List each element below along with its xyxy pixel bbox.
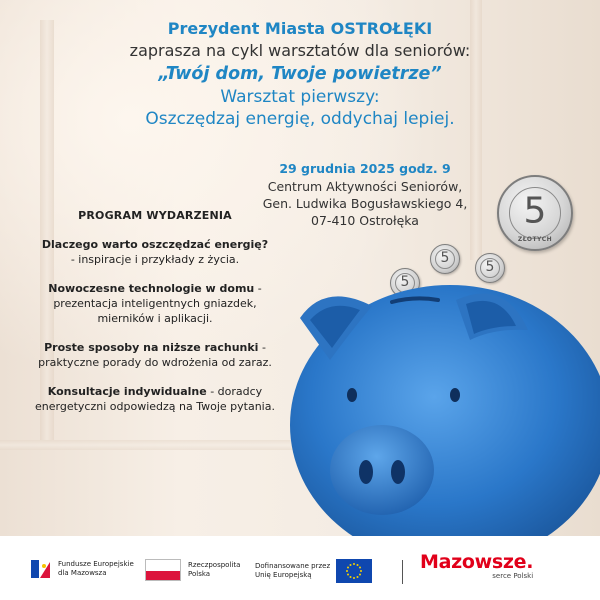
fe-line1: Fundusze Europejskie <box>58 560 134 568</box>
series-title: „Twój dom, Twoje powietrze” <box>158 64 442 84</box>
program-item-title: Nowoczesne technologie w domu <box>48 282 255 295</box>
mazowsze-wordmark: Mazowsze. <box>420 551 534 573</box>
mazowsze-tagline: serce Polski <box>492 572 534 580</box>
program-item-desc: - prezentacja inteligentnych gniazdek, mierników i aplikacji. <box>53 282 262 325</box>
mazowsze-logo <box>420 551 533 580</box>
workshop-number: Warsztat pierwszy: <box>220 87 380 107</box>
invitation-line: zaprasza na cykl warsztatów dla seniorów: <box>129 41 471 60</box>
rp-line2: Polska <box>188 570 211 578</box>
program-item-title: Proste sposoby na niższe rachunki <box>44 341 259 354</box>
event-street: Gen. Ludwika Bogusławskiego 4, <box>262 196 468 211</box>
european-funds-icon <box>30 558 52 580</box>
coin-value: 5 <box>400 274 410 291</box>
event-venue: Centrum Aktywności Seniorów, <box>267 179 463 194</box>
coin-value: 5 <box>440 250 450 267</box>
coin-value: 5 <box>485 259 495 276</box>
fe-text <box>58 560 134 578</box>
eu-line2: Unię Europejską <box>255 571 312 579</box>
program-item-desc: - praktyczne porady do wdrożenia od zaraz. <box>38 341 272 369</box>
eu-logo-block <box>255 559 372 583</box>
eu-text <box>255 562 330 580</box>
rp-text <box>188 561 240 579</box>
coin-caption: ZŁOTYCH <box>517 236 553 243</box>
event-city: 07-410 Ostrołęka <box>311 213 419 228</box>
eu-line1: Dofinansowane przez <box>255 562 331 570</box>
rp-line1: Rzeczpospolita <box>188 561 241 569</box>
eu-flag-icon <box>336 559 372 583</box>
program-item-desc: - doradcy energetyczni odpowiedzą na Twoje pytania. <box>35 385 275 413</box>
program-heading: PROGRAM WYDARZENIA <box>78 209 232 222</box>
fe-logo-block <box>30 558 134 580</box>
footer-divider <box>402 560 403 584</box>
coin-value: 5 <box>523 190 547 232</box>
rp-logo-block <box>145 559 240 581</box>
program-item-title: Dlaczego warto oszczędzać energię? <box>41 238 269 251</box>
program-item-desc: - inspiracje i przykłady z życia. <box>70 253 240 266</box>
fe-line2: dla Mazowsza <box>58 569 107 577</box>
workshop-title: Oszczędzaj energię, oddychaj lepiej. <box>145 109 455 129</box>
event-date: 29 grudnia 2025 godz. 9 <box>279 161 451 176</box>
polish-flag-icon <box>145 559 181 581</box>
organizer-line: Prezydent Miasta OSTROŁĘKI <box>167 19 433 38</box>
program-item-title: Konsultacje indywidualne <box>47 385 207 398</box>
